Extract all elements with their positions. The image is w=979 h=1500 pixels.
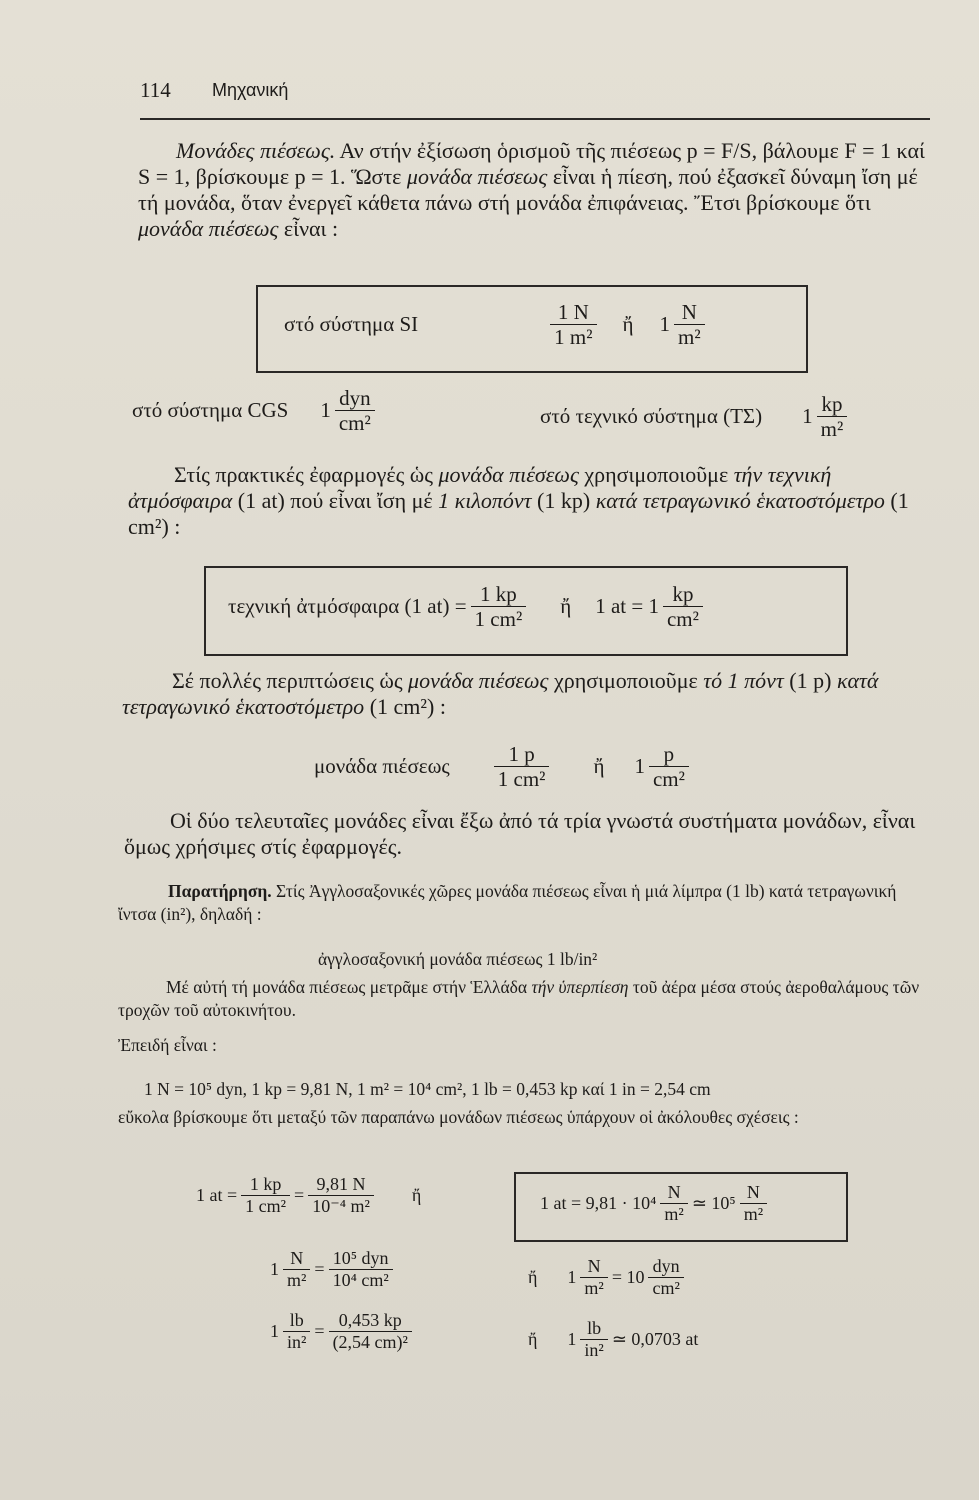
rel1-fraction-2: $\frac{9,81 N}{\text{10⁻⁴ m²}}$ xyxy=(308,1174,374,1216)
pond-paragraph: Σέ πολλές περιπτώσεις ὡς μονάδα πιέσεως χρησιμοποιοῦμε τό 1 πόντ (1 p) κατά τετραγωνικό ἑκατοστόμετρο (1 cm²) : xyxy=(122,668,879,719)
note-relations-intro: εὔκολα βρίσκουμε ὅτι μεταξύ τῶν παραπάνω μονάδων πιέσεως ὑπάρχουν οἱ ἀκόλουθες σχέσεις : xyxy=(118,1107,799,1127)
practical-paragraph: Στίς πρακτικές ἐφαρμογές ὡς μονάδα πιέσεως χρησιμοποιοῦμε τήν τεχνική ἀτμόσφαιρα (1 at) πού εἶναι ἴση μέ 1 κιλοπόντ (1 kp) κατά τετραγωνικό ἑκατοστόμετρο (1 cm²) : xyxy=(128,462,909,539)
ts-label: στό τεχνικό σύστημα (ΤΣ) xyxy=(540,404,763,429)
note-heading: Παρατήρηση. xyxy=(168,881,272,901)
rel3-fraction-3: $\frac{lb}{\text{in²}}$ xyxy=(580,1318,607,1360)
pond-fraction-2: $\frac{p}{\text{cm²}}$ xyxy=(649,742,689,791)
page-header xyxy=(140,76,930,120)
si-unit-row: στό σύστημα SI $\frac{1 N}{\text{1 m²}}$ ἤ 1 $\frac{N}{\text{m²}}$ xyxy=(284,300,709,349)
relation-2-right: ἤ 1 $\frac{N}{\text{m²}}$ = 10 $\frac{\text{dyn}}{\text{cm²}}$ xyxy=(528,1256,688,1298)
page-number: 114 xyxy=(140,78,171,102)
atmosphere-row: τεχνική ἀτμόσφαιρα (1 at) = $\frac{1 kp}{\text{1 cm²}}$ ἤ 1 at = 1 $\frac{kp}{\text{cm²}}$ xyxy=(228,582,707,631)
si-fraction-1: $\frac{1 N}{\text{1 m²}}$ xyxy=(550,300,596,349)
rel1-fraction-3: $\frac{N}{\text{m²}}$ xyxy=(660,1182,687,1224)
pond-fraction-1: $\frac{1 p}{\text{1 cm²}}$ xyxy=(494,742,550,791)
note-tyres-paragraph: Μέ αὐτή τή μονάδα πιέσεως μετρᾶμε στήν Ἑλλάδα τήν ὑπερπίεση τοῦ ἀέρα μέσα στούς ἀεροθαλάμους τῶν τροχῶν τοῦ αὐτοκινήτου. xyxy=(118,977,920,1020)
rel3-fraction-2: $\frac{0,453 kp}{\text{(2,54 cm)²}}$ xyxy=(329,1310,412,1352)
chapter-title: Μηχανική xyxy=(212,80,289,100)
note-formula: ἀγγλοσαξονική μονάδα πιέσεως 1 lb/in² xyxy=(318,949,598,969)
cgs-label: στό σύστημα CGS xyxy=(132,398,289,423)
rel2-fraction-4: $\frac{\text{dyn}}{\text{cm²}}$ xyxy=(648,1256,683,1298)
relation-2-left: 1 $\frac{N}{\text{m²}}$ = $\frac{\text{10⁵ dyn}}{\text{10⁴ cm²}}$ xyxy=(270,1248,397,1290)
note-paragraph: Παρατήρηση. Στίς Ἀγγλοσαξονικές χῶρες μονάδα πιέσεως εἶναι ἡ μιά λίμπρα (1 lb) κατά τετραγωνική ἴντσα (in²), δηλαδή : xyxy=(118,881,897,924)
note-since: Ἐπειδή εἶναι : xyxy=(118,1035,217,1055)
cgs-fraction: $\frac{\text{dyn}}{\text{cm²}}$ xyxy=(335,386,375,435)
rel2-fraction-3: $\frac{N}{\text{m²}}$ xyxy=(580,1256,607,1298)
atmosphere-fraction-2: $\frac{kp}{\text{cm²}}$ xyxy=(663,582,703,631)
relation-1-left: 1 at = $\frac{1 kp}{\text{1 cm²}}$ = $\frac{9,81 N}{\text{10⁻⁴ m²}}$ ἤ xyxy=(196,1174,422,1216)
si-label: στό σύστημα SI xyxy=(284,312,419,337)
si-or: ἤ xyxy=(622,312,634,337)
relation-1-boxed: 1 at = 9,81 · 10⁴ $\frac{N}{\text{m²}}$ ≃ 10⁵ $\frac{N}{\text{m²}}$ xyxy=(540,1182,771,1224)
intro-term: Μονάδες πιέσεως. xyxy=(176,138,336,163)
intro-paragraph: Μονάδες πιέσεως. Αν στήν ἐξίσωση ὁρισμοῦ τῆς πιέσεως p = F/S, βάλουμε F = 1 καί S = 1, βρίσκουμε p = 1. Ὥστε μονάδα πιέσεως εἶναι ἡ πίεση, πού ἐξασκεῖ δύναμη ἴση μέ τή μονάδα, ὅταν ἐνεργεῖ κάθετα πάνω στή μονάδα ἐπιφάνειας. Ἔτσι βρίσκουμε ὅτι μονάδα πιέσεως εἶναι : xyxy=(138,138,925,241)
rel1-fraction-1: $\frac{1 kp}{\text{1 cm²}}$ xyxy=(241,1174,290,1216)
pond-equation: μονάδα πιέσεως $\frac{1 p}{\text{1 cm²}}$ ἤ 1 $\frac{p}{\text{cm²}}$ xyxy=(314,742,693,791)
ts-fraction: $\frac{kp}{\text{m²}}$ xyxy=(817,392,848,441)
si-fraction-2: $\frac{N}{\text{m²}}$ xyxy=(674,300,705,349)
relation-3-left: 1 $\frac{lb}{\text{in²}}$ = $\frac{0,453 kp}{\text{(2,54 cm)²}}$ xyxy=(270,1310,416,1352)
rel2-fraction-1: $\frac{N}{\text{m²}}$ xyxy=(283,1248,310,1290)
atmosphere-fraction-1: $\frac{1 kp}{\text{1 cm²}}$ xyxy=(471,582,527,631)
rel2-fraction-2: $\frac{\text{10⁵ dyn}}{\text{10⁴ cm²}}$ xyxy=(329,1248,393,1290)
ts-unit-row: στό τεχνικό σύστημα (ΤΣ) 1 $\frac{kp}{\text{m²}}$ xyxy=(540,392,851,441)
note-equalities: 1 N = 10⁵ dyn, 1 kp = 9,81 N, 1 m² = 10⁴ cm², 1 lb = 0,453 kp καί 1 in = 2,54 cm xyxy=(144,1079,711,1099)
rel3-fraction-1: $\frac{lb}{\text{in²}}$ xyxy=(283,1310,310,1352)
atmosphere-label: τεχνική ἀτμόσφαιρα (1 at) = xyxy=(228,594,467,619)
relation-3-right: ἤ 1 $\frac{lb}{\text{in²}}$ ≃ 0,0703 at xyxy=(528,1318,699,1360)
last-two-paragraph: Οἱ δύο τελευταῖες μονάδες εἶναι ἔξω ἀπό τά τρία γνωστά συστήματα μονάδων, εἶναι ὅμως χρήσιμες στίς ἐφαρμογές. xyxy=(124,808,916,859)
cgs-unit-row: στό σύστημα CGS 1 $\frac{\text{dyn}}{\text{cm²}}$ xyxy=(132,386,379,435)
rel1-fraction-4: $\frac{N}{\text{m²}}$ xyxy=(740,1182,767,1224)
